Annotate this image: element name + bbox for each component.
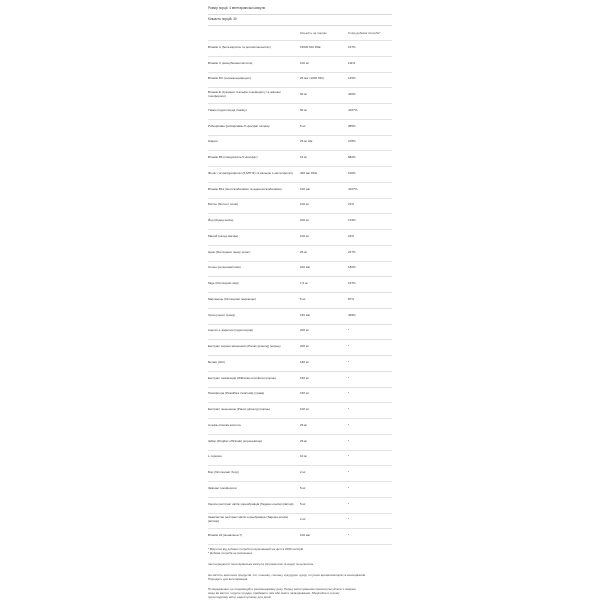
ingredient-daily-value: 4167%: [348, 186, 358, 191]
ingredient-name: Імбир (Zingiber officinale) (кореневище): [208, 438, 263, 443]
ingredient-daily-value: 227%: [348, 249, 356, 254]
table-row: [208, 418, 392, 435]
note-text: прохолодному місці, недоступному для дітей.: [208, 595, 272, 599]
ingredient-amount: 15 мг: [300, 155, 308, 160]
ingredient-amount: 150 мг: [300, 375, 309, 380]
ingredient-daily-value: 882%: [348, 155, 356, 160]
table-row: [208, 497, 392, 514]
ingredient-name: Екстракт ашваганди (Withania somnifera) (корінь): [208, 375, 277, 380]
divider: [208, 25, 392, 26]
ingredient-daily-value: 4167%: [348, 107, 358, 112]
serving-size: Розмір порції: 4 вегетаріанські капсули: [208, 6, 266, 10]
table-row: [208, 166, 392, 183]
ingredient-name: Бор (бісгліцинат бору): [208, 470, 239, 475]
ingredient-daily-value: *: [348, 501, 350, 506]
ingredient-daily-value: *: [348, 359, 350, 364]
ingredient-daily-value: 278%: [348, 139, 356, 144]
ingredient-daily-value: *: [348, 375, 350, 380]
table-row: [208, 528, 392, 545]
ingredient-name: Вітамін С (аскорбінова кислота): [208, 60, 253, 65]
ingredient-name: Фолат (тетрагідрофолат (5-МТГФ) та кальцію L-метилфолат): [208, 170, 293, 175]
ingredient-name: Ацетил-L-карнітин (гідрохлорид): [208, 328, 254, 333]
ingredient-amount: 100 мг: [300, 233, 309, 238]
ingredient-amount: 25 мг: [300, 249, 308, 254]
ingredient-amount: 2 мг: [300, 517, 306, 522]
table-row: [208, 229, 392, 246]
ingredient-daily-value: *: [348, 470, 350, 475]
ingredient-daily-value: 133%: [348, 218, 356, 223]
ingredient-daily-value: 167%: [348, 281, 356, 286]
ingredient-name: Бетаїн (HCl): [208, 359, 225, 364]
ingredient-name: Альфа-ліпоєва кислота: [208, 422, 241, 427]
ingredient-daily-value: 87%: [348, 296, 355, 301]
ingredient-daily-value: 385%: [348, 123, 356, 128]
ingredient-name: Мідь (бісгліцинат міді): [208, 281, 239, 286]
table-row: [208, 465, 392, 482]
table-row: [208, 481, 392, 498]
ingredient-amount: 180 мг: [300, 359, 309, 364]
ingredient-amount: 150 мг: [300, 391, 309, 396]
ingredient-amount: 5 мг: [300, 501, 306, 506]
ingredient-daily-value: 21%: [348, 202, 355, 207]
ingredient-amount: 100 мг: [300, 407, 309, 412]
note-text: Підходить для вегетаріанців.: [208, 577, 249, 581]
ingredient-amount: 200 мг: [300, 328, 309, 333]
ingredient-daily-value: 400%: [348, 92, 356, 97]
column-header-daily-value: % від добової потреби*: [348, 31, 381, 36]
table-row: [208, 72, 392, 89]
ingredient-amount: 25 мг: [300, 422, 308, 427]
table-row: [208, 56, 392, 73]
ingredient-name: Змішані токофероли: [208, 485, 237, 490]
ingredient-name: Вітамін К2 (менахінон-7): [208, 533, 243, 538]
note-text: Попередження: не перевищуйте рекомендовану дозу. Перед застосуванням проконсультуйтеся з лікарем,: [208, 587, 357, 591]
ingredient-name: Рибофлавін (рибофлавін-5'-фосфат натрію): [208, 123, 270, 128]
ingredient-amount: 100 мкг: [300, 186, 311, 191]
ingredient-daily-value: 167%: [348, 44, 356, 49]
ingredient-amount: 10 мг: [300, 454, 308, 459]
ingredient-daily-value: *: [348, 407, 350, 412]
table-row: [208, 324, 392, 341]
table-row: [208, 339, 392, 356]
ingredient-daily-value: *: [348, 391, 350, 396]
ingredient-amount: 5 мг: [300, 123, 306, 128]
ingredient-amount: 100 мг: [300, 202, 309, 207]
table-row: [208, 87, 392, 104]
ingredient-daily-value: 100%: [348, 170, 356, 175]
ingredient-name: Біотин (біотин / холін): [208, 202, 239, 207]
ingredient-amount: 25 мг: [300, 438, 308, 443]
ingredient-daily-value: *: [348, 422, 350, 427]
ingredient-amount: 100 мкг: [300, 265, 311, 270]
ingredient-daily-value: 125%: [348, 76, 356, 81]
ingredient-daily-value: *: [348, 438, 350, 443]
ingredient-name: Лютеїн (екстракт квітів чорнобривців (Tagetes erecta) (квітка)): [208, 501, 294, 506]
ingredient-name: Вітамін А (бета-каротин та ретинілпальмітат): [208, 44, 271, 49]
ingredient-amount: 200 мг: [300, 344, 309, 349]
ingredient-amount: 15000 МО РАЕ: [300, 44, 321, 49]
ingredient-name: Екстракт женьшеню (Panax ginseng) (корінь): [208, 407, 271, 412]
table-row: [208, 292, 392, 309]
ingredient-name: Вітамін D3 (холекальциферол): [208, 76, 251, 81]
ingredient-name: Селен (селенометіонін): [208, 265, 241, 270]
ingredient-amount: 1,5 мг: [300, 281, 309, 286]
ingredient-name: Вітамін В6 (піридоксаль-5'-фосфат): [208, 155, 258, 160]
table-row: [208, 261, 392, 278]
ingredient-amount: 5 мг: [300, 296, 306, 301]
table-row: [208, 387, 392, 404]
table-row: [208, 213, 392, 230]
ingredient-name: Екстракт кореня женьшеню (Panax ginseng) (корінь): [208, 344, 281, 349]
table-row: [208, 355, 392, 372]
ingredient-daily-value: *: [348, 485, 350, 490]
ingredient-name: Зеаксантин (екстракт квітів чорнобривців (Tagetes erecta) (квітка)): [208, 515, 289, 524]
ingredient-daily-value: *: [348, 454, 350, 459]
table-row: [208, 308, 392, 325]
ingredient-daily-value: 111%: [348, 60, 356, 65]
footnote-daily-value: * Відсоток від добової потреби розрахований на дієті в 2000 калорій: [208, 547, 304, 551]
table-row: [208, 182, 392, 199]
ingredient-daily-value: 429%: [348, 312, 356, 317]
divider: [208, 14, 392, 15]
ingredient-amount: 2 мг: [300, 470, 306, 475]
ingredient-name: Ніацин: [208, 139, 218, 144]
table-row: [208, 198, 392, 215]
ingredient-amount: 25 мкг (1000 МО): [300, 76, 324, 81]
table-row: [208, 371, 392, 388]
ingredient-amount: 150 мкг: [300, 312, 311, 317]
ingredient-name: Вітамін Е (сукцинат d-альфа-токоферилу та змішані токофероли): [208, 90, 281, 99]
table-row: [208, 245, 392, 262]
ingredient-name: L-тирозин: [208, 454, 222, 459]
table-row: [208, 276, 392, 293]
ingredient-daily-value: 24%: [348, 233, 355, 238]
ingredient-daily-value: *: [348, 517, 350, 522]
ingredient-amount: 50 мг: [300, 107, 308, 112]
table-row: [208, 402, 392, 419]
column-header-amount: Кількість на порцію: [300, 31, 327, 36]
note-text: Інші інгредієнти: вегетаріанська капсула (гіпромелоза та вода) та целюлоза.: [208, 562, 314, 566]
ingredient-name: Цинк (бісгліцинат цинку хелат): [208, 249, 251, 254]
ingredient-amount: 5 мг: [300, 485, 306, 490]
ingredient-name: Тіамін (гідрохлорид тіаміну): [208, 107, 247, 112]
ingredient-amount: 200 мг: [300, 218, 309, 223]
ingredient-name: Магній (оксид магнію): [208, 233, 239, 238]
table-row: [208, 119, 392, 136]
ingredient-amount: 100 мг: [300, 60, 309, 65]
ingredient-name: Вітамін В12 (метилкобаламін та аденозилкобаламін): [208, 186, 282, 191]
ingredient-amount: 60 мг: [300, 92, 308, 97]
table-row: [208, 434, 392, 451]
table-row: [208, 103, 392, 120]
ingredient-amount: 100 мкг: [300, 533, 311, 538]
table-row: [208, 513, 392, 530]
note-text: Не містить молочних продуктів, сої, пшениці, глютену, кукурудзи, цукру, штучних ароматизаторів та консервантів.: [208, 573, 366, 577]
ingredient-daily-value: *: [348, 328, 350, 333]
table-row: [208, 40, 392, 57]
ingredient-amount: 25 мг НЕ: [300, 139, 313, 144]
ingredient-daily-value: *: [348, 533, 350, 538]
table-row: [208, 450, 392, 467]
ingredient-name: Пасифлора (Passiflora incarnata) (трава): [208, 391, 265, 396]
ingredient-amount: 400 мкг DFE: [300, 170, 318, 175]
footnote-not-established: * Добова потреба не визначена.: [208, 551, 253, 555]
table-row: [208, 150, 392, 167]
ingredient-name: Марганець (бісгліцинат марганцю): [208, 296, 256, 301]
servings-per-container: Кількість порцій: 30: [208, 17, 237, 21]
table-row: [208, 135, 392, 152]
ingredient-daily-value: 182%: [348, 265, 356, 270]
ingredient-name: Йод (йодид калію): [208, 218, 234, 223]
ingredient-daily-value: *: [348, 344, 350, 349]
note-text: якщо ви вагітні, годуєте груддю, приймаєте ліки або маєте захворювання. Зберігайте в сухому: [208, 591, 340, 595]
ingredient-name: Хром (хелат хрому): [208, 312, 236, 317]
